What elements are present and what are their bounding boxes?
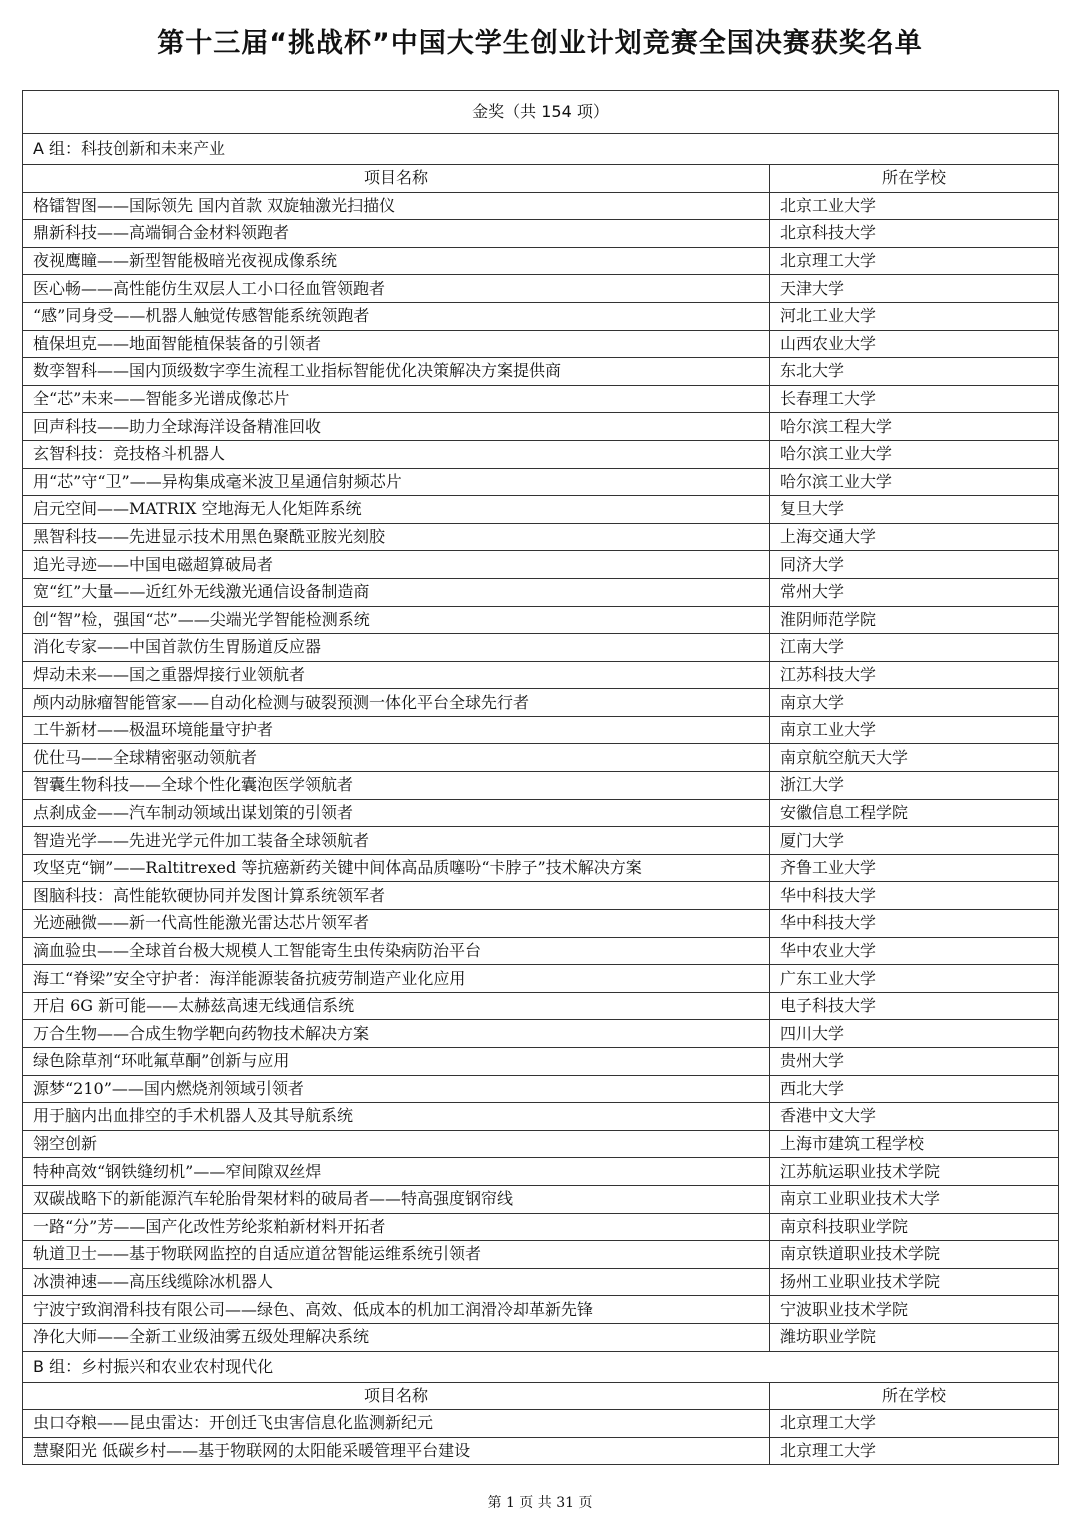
school-cell: 江南大学 [770, 634, 1059, 662]
project-name-cell: 植保坦克——地面智能植保装备的引领者 [23, 330, 770, 358]
column-header-row [23, 165, 1059, 193]
table-row [23, 1103, 1059, 1131]
project-name-cell: 翎空创新 [23, 1130, 770, 1158]
school-cell: 哈尔滨工业大学 [770, 440, 1059, 468]
school-cell: 天津大学 [770, 275, 1059, 303]
group-label: A 组：科技创新和未来产业 [23, 134, 1059, 165]
table-row [23, 247, 1059, 275]
table-row [23, 799, 1059, 827]
table-row [23, 716, 1059, 744]
project-name-cell: 玄智科技：竞技格斗机器人 [23, 440, 770, 468]
table-row [23, 1437, 1059, 1465]
project-name-cell: 工牛新材——极温环境能量守护者 [23, 716, 770, 744]
table-row [23, 578, 1059, 606]
project-name-cell: 双碳战略下的新能源汽车轮胎骨架材料的破局者——特高强度钢帘线 [23, 1185, 770, 1213]
table-row [23, 302, 1059, 330]
project-name-cell: 黑智科技——先进显示技术用黑色聚酰亚胺光刻胶 [23, 523, 770, 551]
school-cell: 江苏航运职业技术学院 [770, 1158, 1059, 1186]
column-header-row [23, 1382, 1059, 1410]
table-row [23, 468, 1059, 496]
school-cell: 上海交通大学 [770, 523, 1059, 551]
school-cell: 淮阴师范学院 [770, 606, 1059, 634]
project-name-cell: 消化专家——中国首款仿生胃肠道反应器 [23, 634, 770, 662]
school-cell: 江苏科技大学 [770, 661, 1059, 689]
school-cell: 齐鲁工业大学 [770, 854, 1059, 882]
school-cell: 复旦大学 [770, 496, 1059, 524]
school-cell: 北京工业大学 [770, 192, 1059, 220]
column-header-school: 所在学校 [770, 165, 1059, 193]
column-header-project: 项目名称 [23, 165, 770, 193]
project-name-cell: 开启 6G 新可能——太赫兹高速无线通信系统 [23, 992, 770, 1020]
project-name-cell: 追光寻迹——中国电磁超算破局者 [23, 551, 770, 579]
school-cell: 浙江大学 [770, 772, 1059, 800]
table-row [23, 523, 1059, 551]
table-row [23, 937, 1059, 965]
school-cell: 北京理工大学 [770, 247, 1059, 275]
column-header-project: 项目名称 [23, 1382, 770, 1410]
table-row [23, 634, 1059, 662]
project-name-cell: 优仕马——全球精密驱动领航者 [23, 744, 770, 772]
school-cell: 潍坊职业学院 [770, 1323, 1059, 1351]
project-name-cell: 图脑科技：高性能软硬协同并发图计算系统领军者 [23, 882, 770, 910]
table-row [23, 1213, 1059, 1241]
table-row [23, 1241, 1059, 1269]
project-name-cell: 慧聚阳光 低碳乡村——基于物联网的太阳能采暖管理平台建设 [23, 1437, 770, 1465]
table-row [23, 220, 1059, 248]
project-name-cell: 颅内动脉瘤智能管家——自动化检测与破裂预测一体化平台全球先行者 [23, 689, 770, 717]
award-table [22, 90, 1059, 1465]
project-name-cell: 攻坚克“锎”——Raltitrexed 等抗癌新药关键中间体高品质噻吩“卡脖子”技术解决方案 [23, 854, 770, 882]
project-name-cell: 滴血验虫——全球首台极大规模人工智能寄生虫传染病防治平台 [23, 937, 770, 965]
project-name-cell: 全“芯”未来——智能多光谱成像芯片 [23, 385, 770, 413]
table-row [23, 1048, 1059, 1076]
school-cell: 贵州大学 [770, 1048, 1059, 1076]
school-cell: 华中科技大学 [770, 882, 1059, 910]
project-name-cell: 宽“红”大量——近红外无线激光通信设备制造商 [23, 578, 770, 606]
project-name-cell: 宁波宁致润滑科技有限公司——绿色、高效、低成本的机加工润滑冷却革新先锋 [23, 1296, 770, 1324]
project-name-cell: 夜视鹰瞳——新型智能极暗光夜视成像系统 [23, 247, 770, 275]
school-cell: 电子科技大学 [770, 992, 1059, 1020]
school-cell: 宁波职业技术学院 [770, 1296, 1059, 1324]
table-row [23, 992, 1059, 1020]
table-row [23, 854, 1059, 882]
project-name-cell: 格镭智图——国际领先 国内首款 双旋轴激光扫描仪 [23, 192, 770, 220]
table-row [23, 744, 1059, 772]
school-cell: 四川大学 [770, 1020, 1059, 1048]
school-cell: 哈尔滨工业大学 [770, 468, 1059, 496]
school-cell: 南京科技职业学院 [770, 1213, 1059, 1241]
project-name-cell: “感”同身受——机器人触觉传感智能系统领跑者 [23, 302, 770, 330]
project-name-cell: 用于脑内出血排空的手术机器人及其导航系统 [23, 1103, 770, 1131]
group-row [23, 1351, 1059, 1382]
project-name-cell: 智囊生物科技——全球个性化囊泡医学领航者 [23, 772, 770, 800]
table-row [23, 1158, 1059, 1186]
project-name-cell: 回声科技——助力全球海洋设备精准回收 [23, 413, 770, 441]
school-cell: 西北大学 [770, 1075, 1059, 1103]
table-row [23, 440, 1059, 468]
school-cell: 常州大学 [770, 578, 1059, 606]
table-row [23, 1296, 1059, 1324]
project-name-cell: 智造光学——先进光学元件加工装备全球领航者 [23, 827, 770, 855]
table-row [23, 496, 1059, 524]
project-name-cell: 用“芯”守“卫”——异构集成毫米波卫星通信射频芯片 [23, 468, 770, 496]
school-cell: 华中农业大学 [770, 937, 1059, 965]
school-cell: 河北工业大学 [770, 302, 1059, 330]
award-header-row [23, 91, 1059, 134]
school-cell: 南京铁道职业技术学院 [770, 1241, 1059, 1269]
table-row [23, 827, 1059, 855]
table-row [23, 1075, 1059, 1103]
school-cell: 香港中文大学 [770, 1103, 1059, 1131]
project-name-cell: 万合生物——合成生物学靶向药物技术解决方案 [23, 1020, 770, 1048]
school-cell: 厦门大学 [770, 827, 1059, 855]
project-name-cell: 创“智”检，强国“芯”——尖端光学智能检测系统 [23, 606, 770, 634]
table-row [23, 882, 1059, 910]
table-row [23, 965, 1059, 993]
table-row [23, 551, 1059, 579]
group-label: B 组：乡村振兴和农业农村现代化 [23, 1351, 1059, 1382]
group-row [23, 134, 1059, 165]
school-cell: 安徽信息工程学院 [770, 799, 1059, 827]
project-name-cell: 医心畅——高性能仿生双层人工小口径血管领跑者 [23, 275, 770, 303]
award-table-body [23, 91, 1059, 1465]
school-cell: 华中科技大学 [770, 910, 1059, 938]
project-name-cell: 鼎新科技——高端铜合金材料领跑者 [23, 220, 770, 248]
school-cell: 广东工业大学 [770, 965, 1059, 993]
project-name-cell: 焊动未来——国之重器焊接行业领航者 [23, 661, 770, 689]
school-cell: 哈尔滨工程大学 [770, 413, 1059, 441]
school-cell: 扬州工业职业技术学院 [770, 1268, 1059, 1296]
table-row [23, 413, 1059, 441]
table-row [23, 275, 1059, 303]
table-row [23, 606, 1059, 634]
project-name-cell: 虫口夺粮——昆虫雷达：开创迁飞虫害信息化监测新纪元 [23, 1410, 770, 1438]
school-cell: 同济大学 [770, 551, 1059, 579]
project-name-cell: 光迹融微——新一代高性能激光雷达芯片领军者 [23, 910, 770, 938]
table-row [23, 1323, 1059, 1351]
project-name-cell: 海工“脊梁”安全守护者：海洋能源装备抗疲劳制造产业化应用 [23, 965, 770, 993]
table-row [23, 772, 1059, 800]
table-row [23, 358, 1059, 386]
school-cell: 南京大学 [770, 689, 1059, 717]
table-row [23, 1020, 1059, 1048]
school-cell: 南京工业职业技术大学 [770, 1185, 1059, 1213]
award-header: 金奖（共 154 项） [23, 91, 1059, 134]
project-name-cell: 净化大师——全新工业级油雾五级处理解决系统 [23, 1323, 770, 1351]
table-row [23, 385, 1059, 413]
project-name-cell: 特种高效“钢铁缝纫机”——窄间隙双丝焊 [23, 1158, 770, 1186]
project-name-cell: 启元空间——MATRIX 空地海无人化矩阵系统 [23, 496, 770, 524]
table-row [23, 1268, 1059, 1296]
school-cell: 南京工业大学 [770, 716, 1059, 744]
table-row [23, 661, 1059, 689]
document-title: 第十三届“挑战杯”中国大学生创业计划竞赛全国决赛获奖名单 [157, 28, 923, 59]
school-cell: 北京理工大学 [770, 1437, 1059, 1465]
school-cell: 东北大学 [770, 358, 1059, 386]
table-row [23, 1130, 1059, 1158]
table-row [23, 330, 1059, 358]
school-cell: 南京航空航天大学 [770, 744, 1059, 772]
school-cell: 北京理工大学 [770, 1410, 1059, 1438]
school-cell: 山西农业大学 [770, 330, 1059, 358]
project-name-cell: 一路“分”芳——国产化改性芳纶浆粕新材料开拓者 [23, 1213, 770, 1241]
school-cell: 长春理工大学 [770, 385, 1059, 413]
table-row [23, 192, 1059, 220]
table-row [23, 910, 1059, 938]
project-name-cell: 点刹成金——汽车制动领域出谋划策的引领者 [23, 799, 770, 827]
project-name-cell: 冰溃神速——高压线缆除冰机器人 [23, 1268, 770, 1296]
project-name-cell: 数孪智科——国内顶级数字孪生流程工业指标智能优化决策解决方案提供商 [23, 358, 770, 386]
project-name-cell: 源梦“210”——国内燃烧剂领域引领者 [23, 1075, 770, 1103]
page-number: 第 1 页 共 31 页 [487, 1495, 593, 1511]
project-name-cell: 轨道卫士——基于物联网监控的自适应道岔智能运维系统引领者 [23, 1241, 770, 1269]
project-name-cell: 绿色除草剂“环吡氟草酮”创新与应用 [23, 1048, 770, 1076]
column-header-school: 所在学校 [770, 1382, 1059, 1410]
table-row [23, 1410, 1059, 1438]
school-cell: 上海市建筑工程学校 [770, 1130, 1059, 1158]
table-row [23, 1185, 1059, 1213]
school-cell: 北京科技大学 [770, 220, 1059, 248]
table-row [23, 689, 1059, 717]
